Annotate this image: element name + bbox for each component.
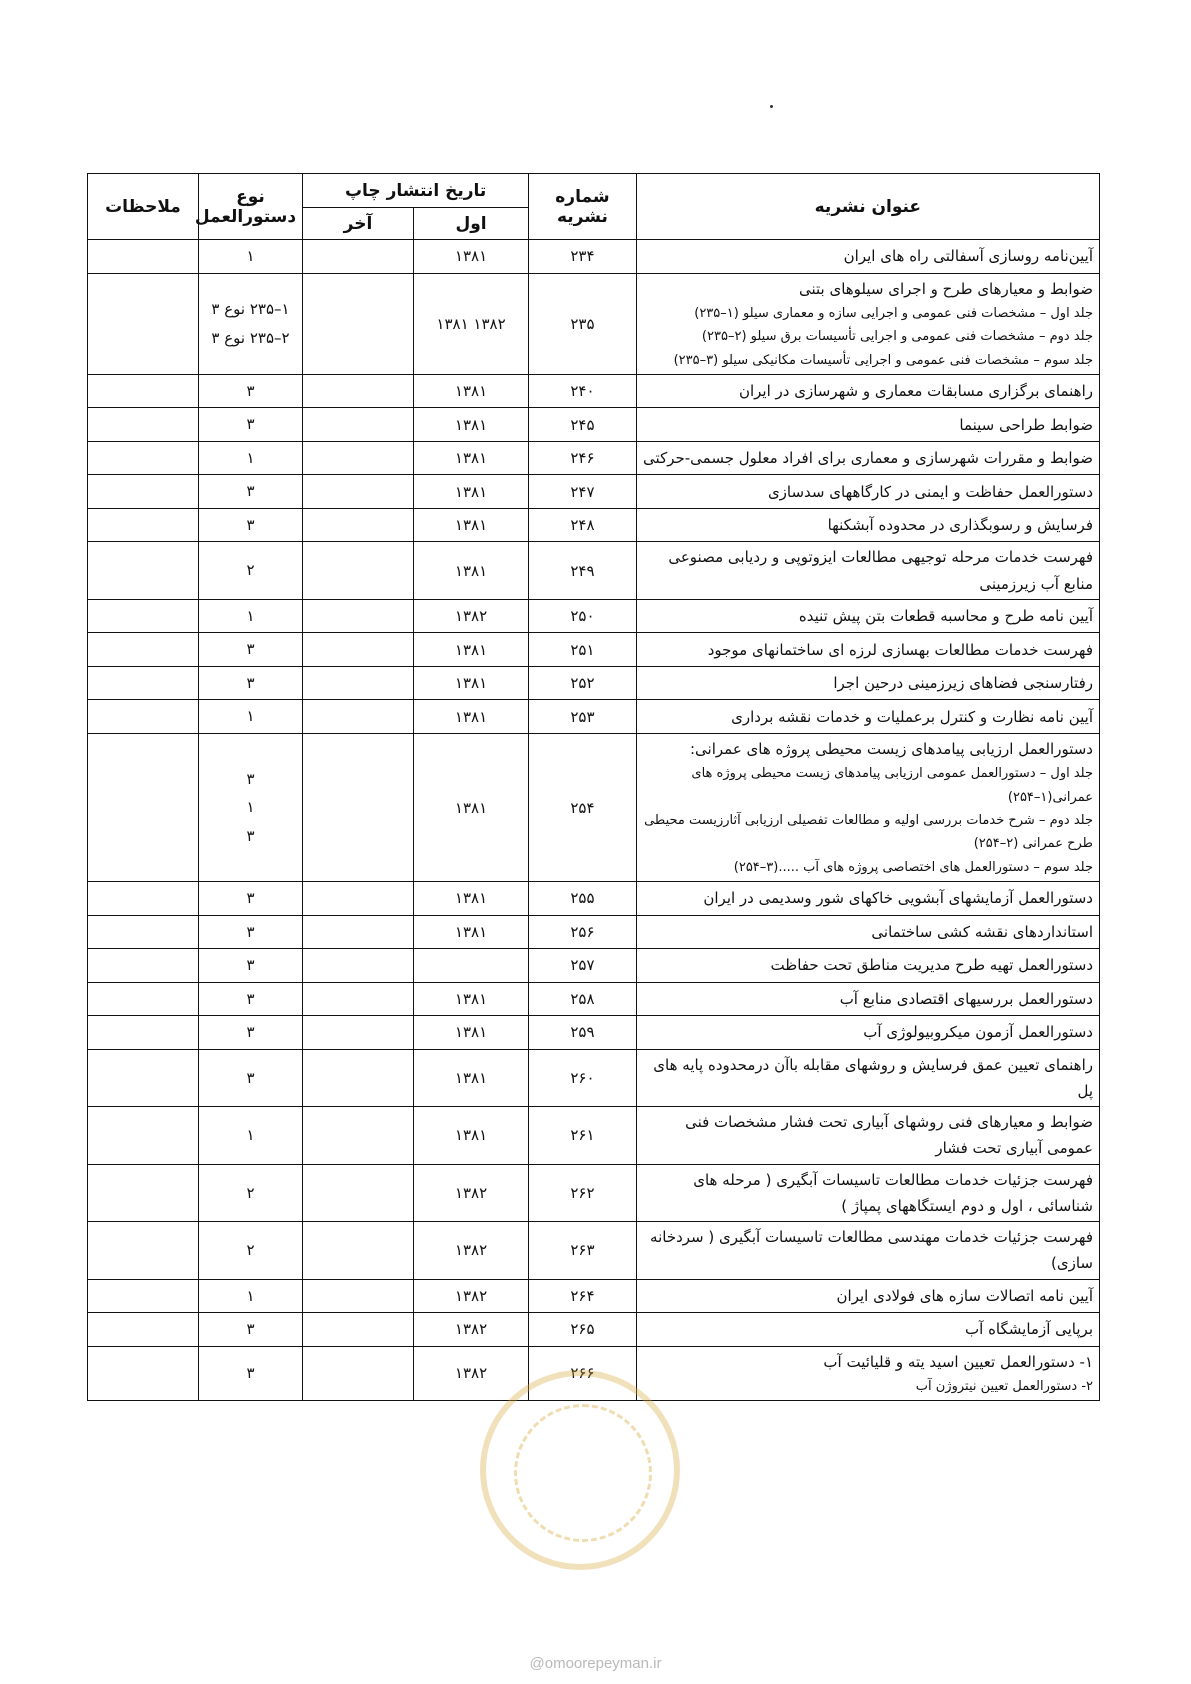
instruction-type (198, 1279, 302, 1313)
publication-title (636, 915, 1099, 949)
publication-title (636, 733, 1099, 881)
last-print-date (303, 1107, 414, 1165)
instruction-type (198, 1164, 302, 1222)
type-value: ۱ (246, 1286, 255, 1305)
instruction-type (198, 1222, 302, 1280)
type-value: ۱ (246, 707, 255, 726)
instruction-type (198, 508, 302, 542)
publication-title (636, 1164, 1099, 1222)
type-value: ۳ (246, 381, 255, 400)
type-value: ۳ (246, 922, 255, 941)
first-print-date: ۱۳۸۲ (413, 1313, 528, 1347)
last-print-date (303, 1164, 414, 1222)
publication-number: ۲۵۴ (529, 733, 637, 881)
type-value: ۱ (246, 798, 255, 817)
last-print-date (303, 633, 414, 667)
title-subline: جلد اول – دستورالعمل عمومی ارزیابی پیامدهای زیست محیطی پروژه های عمرانی(۱–۲۵۴) (691, 766, 1093, 805)
first-print-date: ۱۳۸۲ ۱۳۸۱ (413, 273, 528, 374)
type-value: ۲ (246, 1183, 255, 1202)
notes-cell (88, 240, 199, 274)
publication-number: ۲۵۹ (529, 1016, 637, 1050)
title-line: دستورالعمل حفاظت و ایمنی در کارگاههای سدسازی (767, 482, 1093, 501)
type-value: ۲ (246, 1241, 255, 1260)
first-print-date: ۱۳۸۲ (413, 1279, 528, 1313)
title-subline: جلد دوم – شرح خدمات بررسی اولیه و مطالعات تفصیلی ارزیابی آثارزیست محیطی طرح عمرانی (۲–۲۵۴) (644, 812, 1093, 852)
instruction-type (198, 882, 302, 916)
title-line: استانداردهای نقشه کشی ساختمانی (871, 922, 1093, 941)
publication-number: ۲۶۱ (529, 1107, 637, 1165)
notes-cell (88, 273, 199, 374)
publication-title (636, 240, 1099, 274)
last-print-date (303, 441, 414, 475)
instruction-type (198, 915, 302, 949)
type-value: ۱–۲۳۵ نوع ۳ (211, 300, 290, 319)
first-print-date: ۱۳۸۱ (413, 982, 528, 1016)
last-print-date (303, 700, 414, 734)
publication-title (636, 1049, 1099, 1107)
title-line: فهرست جزئیات خدمات مطالعات تاسیسات آبگیری ( مرحله های شناسائی ، اول و دوم ایستگاههای پمپاژ ) (693, 1170, 1093, 1215)
type-value: ۳ (246, 956, 255, 975)
type-value: ۲–۲۳۵ نوع ۳ (211, 328, 290, 347)
table-row (88, 542, 1100, 600)
first-print-date: ۱۳۸۲ (413, 599, 528, 633)
first-print-date: ۱۳۸۱ (413, 1107, 528, 1165)
instruction-type (198, 408, 302, 442)
last-print-date (303, 542, 414, 600)
table-row (88, 915, 1100, 949)
last-print-date (303, 882, 414, 916)
notes-cell (88, 1222, 199, 1280)
title-line: ۱- دستورالعمل تعیین اسید یته و قلیائیت آب (823, 1352, 1093, 1371)
publication-number: ۲۳۴ (529, 240, 637, 274)
first-print-date: ۱۳۸۱ (413, 374, 528, 408)
table-row (88, 508, 1100, 542)
type-value: ۳ (246, 640, 255, 659)
notes-cell (88, 733, 199, 881)
first-print-date: ۱۳۸۱ (413, 542, 528, 600)
table-row (88, 1346, 1100, 1401)
table-row (88, 949, 1100, 983)
table-row (88, 1164, 1100, 1222)
first-print-date (413, 949, 528, 983)
type-value: ۳ (246, 826, 255, 845)
title-line: آیین نامه طرح و محاسبه قطعات بتن پیش تنیده (798, 607, 1093, 626)
title-line: آیین نامه نظارت و کنترل برعملیات و خدمات نقشه برداری (731, 707, 1093, 726)
table-row (88, 374, 1100, 408)
publication-number: ۲۶۴ (529, 1279, 637, 1313)
header-first: اول (413, 208, 528, 240)
notes-cell (88, 882, 199, 916)
instruction-type (198, 1107, 302, 1165)
instruction-type (198, 1346, 302, 1401)
last-print-date (303, 240, 414, 274)
last-print-date (303, 733, 414, 881)
title-line: راهنمای برگزاری مسابقات معماری و شهرسازی در ایران (738, 382, 1093, 401)
instruction-type (198, 542, 302, 600)
publication-number: ۲۵۲ (529, 666, 637, 700)
last-print-date (303, 915, 414, 949)
first-print-date: ۱۳۸۱ (413, 240, 528, 274)
publication-title (636, 633, 1099, 667)
publication-number: ۲۶۵ (529, 1313, 637, 1347)
instruction-type (198, 273, 302, 374)
publication-number: ۲۵۵ (529, 882, 637, 916)
last-print-date (303, 475, 414, 509)
instruction-type (198, 1049, 302, 1107)
header-type: نوع دستورالعمل (198, 174, 302, 240)
notes-cell (88, 633, 199, 667)
table-row (88, 599, 1100, 633)
publication-number: ۲۵۳ (529, 700, 637, 734)
title-line: دستورالعمل آزمون میکروبیولوژی آب (863, 1023, 1093, 1042)
title-line: رفتارسنجی فضاهای زیرزمینی درحین اجرا (833, 674, 1093, 693)
title-line: فهرست خدمات مطالعات بهسازی لرزه ای ساختمانهای موجود (707, 640, 1093, 659)
first-print-date: ۱۳۸۱ (413, 408, 528, 442)
publication-number: ۲۶۶ (529, 1346, 637, 1401)
publication-number: ۲۴۸ (529, 508, 637, 542)
type-value: ۳ (246, 515, 255, 534)
notes-cell (88, 1346, 199, 1401)
first-print-date: ۱۳۸۱ (413, 1016, 528, 1050)
publication-number: ۲۵۶ (529, 915, 637, 949)
table-row (88, 475, 1100, 509)
title-line: آیین نامه اتصالات سازه های فولادی ایران (836, 1286, 1093, 1305)
table-body (88, 240, 1100, 1401)
publication-number: ۲۶۲ (529, 1164, 637, 1222)
notes-cell (88, 408, 199, 442)
title-line: ضوابط و معیارهای طرح و اجرای سیلوهای بتنی (798, 279, 1093, 298)
title-line: برپایی آزمایشگاه آب (965, 1320, 1093, 1339)
publication-title (636, 1107, 1099, 1165)
publication-title (636, 882, 1099, 916)
notes-cell (88, 949, 199, 983)
last-print-date (303, 408, 414, 442)
publication-number: ۲۳۵ (529, 273, 637, 374)
type-value: ۳ (246, 1023, 255, 1042)
publication-title (636, 982, 1099, 1016)
instruction-type (198, 700, 302, 734)
table-row (88, 666, 1100, 700)
publication-title (636, 1279, 1099, 1313)
watermark-text: @omoorepeyman.ir (529, 1655, 662, 1672)
publication-title (636, 508, 1099, 542)
title-line: راهنمای تعیین عمق فرسایش و روشهای مقابله باآن درمحدوده پایه های پل (653, 1055, 1093, 1100)
notes-cell (88, 1107, 199, 1165)
last-print-date (303, 273, 414, 374)
title-line: دستورالعمل بررسیهای اقتصادی منابع آب (839, 989, 1093, 1008)
publication-title (636, 1346, 1099, 1401)
instruction-type (198, 599, 302, 633)
last-print-date (303, 1346, 414, 1401)
publication-number: ۲۶۰ (529, 1049, 637, 1107)
last-print-date (303, 666, 414, 700)
first-print-date: ۱۳۸۲ (413, 1222, 528, 1280)
publication-number: ۲۴۹ (529, 542, 637, 600)
notes-cell (88, 374, 199, 408)
notes-cell (88, 1279, 199, 1313)
notes-cell (88, 666, 199, 700)
instruction-type (198, 1313, 302, 1347)
title-line: آیین‌نامه روسازی آسفالتی راه های ایران (843, 247, 1093, 266)
publication-number: ۲۵۱ (529, 633, 637, 667)
notes-cell (88, 542, 199, 600)
title-line: دستورالعمل آزمایشهای آبشویی خاکهای شور وسدیمی در ایران (703, 889, 1093, 908)
title-line: دستورالعمل تهیه طرح مدیریت مناطق تحت حفاظت (770, 956, 1093, 975)
instruction-type (198, 240, 302, 274)
last-print-date (303, 982, 414, 1016)
title-line: دستورالعمل ارزیابی پیامدهای زیست محیطی پروژه های عمرانی: (689, 739, 1093, 758)
last-print-date (303, 508, 414, 542)
notes-cell (88, 915, 199, 949)
table-row (88, 882, 1100, 916)
header-number: شماره نشریه (529, 174, 637, 240)
publication-number: ۲۵۸ (529, 982, 637, 1016)
title-line: ضوابط و معیارهای فنی روشهای آبیاری تحت فشار مشخصات فنی عمومی آبیاری تحت فشار (685, 1113, 1093, 1158)
table-row (88, 240, 1100, 274)
instruction-type (198, 1016, 302, 1050)
header-notes: ملاحظات (88, 174, 199, 240)
publication-title (636, 666, 1099, 700)
notes-cell (88, 1164, 199, 1222)
title-line: فهرست جزئیات خدمات مهندسی مطالعات تاسیسات آبگیری ( سردخانه سازی) (650, 1228, 1093, 1273)
publication-number: ۲۶۳ (529, 1222, 637, 1280)
header-title: عنوان نشریه (636, 174, 1099, 240)
type-value: ۲ (246, 561, 255, 580)
last-print-date (303, 1313, 414, 1347)
title-subline: جلد سوم – دستورالعمل های اختصاصی پروژه های آب .....(۳–۲۵۴) (733, 859, 1093, 875)
table-row (88, 408, 1100, 442)
title-line: فرسایش و رسوبگذاری در محدوده آبشکنها (827, 516, 1093, 535)
table-row (88, 1222, 1100, 1280)
title-subline: جلد دوم – مشخصات فنی عمومی و اجرایی تأسیسات برق سیلو (۲–۲۳۵) (701, 329, 1093, 345)
type-value: ۳ (246, 769, 255, 788)
title-subline: جلد سوم – مشخصات فنی عمومی و اجرایی تأسیسات مکانیکی سیلو (۳–۲۳۵) (673, 352, 1093, 368)
table-row (88, 1279, 1100, 1313)
title-subline: جلد اول – مشخصات فنی عمومی و اجرایی سازه و معماری سیلو (۱–۲۳۵) (694, 305, 1093, 321)
publication-title (636, 542, 1099, 600)
first-print-date: ۱۳۸۱ (413, 733, 528, 881)
type-value: ۱ (246, 448, 255, 467)
title-line: فهرست خدمات مرحله توجیهی مطالعات ایزوتوپی و ردیابی مصنوعی منابع آب زیرزمینی (668, 548, 1093, 593)
table-row (88, 1016, 1100, 1050)
notes-cell (88, 475, 199, 509)
table-row (88, 733, 1100, 881)
instruction-type (198, 475, 302, 509)
publication-title (636, 441, 1099, 475)
notes-cell (88, 599, 199, 633)
first-print-date: ۱۳۸۱ (413, 475, 528, 509)
notes-cell (88, 441, 199, 475)
type-value: ۳ (246, 415, 255, 434)
notes-cell (88, 1313, 199, 1347)
first-print-date: ۱۳۸۱ (413, 633, 528, 667)
publication-number: ۲۴۰ (529, 374, 637, 408)
instruction-type (198, 733, 302, 881)
instruction-type (198, 949, 302, 983)
title-line: ضوابط طراحی سینما (959, 415, 1093, 434)
type-value: ۳ (246, 889, 255, 908)
publication-title (636, 374, 1099, 408)
type-value: ۱ (246, 1126, 255, 1145)
publication-number: ۲۵۷ (529, 949, 637, 983)
instruction-type (198, 982, 302, 1016)
publication-title (636, 475, 1099, 509)
type-value: ۳ (246, 1320, 255, 1339)
first-print-date: ۱۳۸۲ (413, 1164, 528, 1222)
type-value: ۳ (246, 989, 255, 1008)
table-row (88, 273, 1100, 374)
first-print-date: ۱۳۸۱ (413, 700, 528, 734)
publication-number: ۲۴۶ (529, 441, 637, 475)
first-print-date: ۱۳۸۱ (413, 915, 528, 949)
instruction-type (198, 441, 302, 475)
type-value: ۳ (246, 1364, 255, 1383)
notes-cell (88, 508, 199, 542)
table-row (88, 700, 1100, 734)
publication-title (636, 599, 1099, 633)
first-print-date: ۱۳۸۱ (413, 441, 528, 475)
instruction-type (198, 374, 302, 408)
type-value: ۳ (246, 673, 255, 692)
last-print-date (303, 1222, 414, 1280)
speck (770, 105, 773, 108)
title-line: ضوابط و مقررات شهرسازی و معماری برای افراد معلول جسمی-حرکتی (643, 449, 1093, 468)
table-row (88, 633, 1100, 667)
first-print-date: ۱۳۸۱ (413, 508, 528, 542)
publication-number: ۲۴۵ (529, 408, 637, 442)
table-row (88, 1107, 1100, 1165)
publication-title (636, 1313, 1099, 1347)
notes-cell (88, 982, 199, 1016)
last-print-date (303, 599, 414, 633)
publication-title (636, 949, 1099, 983)
notes-cell (88, 1049, 199, 1107)
header-date-group: تاریخ انتشار چاپ (303, 174, 529, 208)
last-print-date (303, 1279, 414, 1313)
header-last: آخر (303, 208, 414, 240)
publication-title (636, 408, 1099, 442)
instruction-type (198, 666, 302, 700)
publication-title (636, 700, 1099, 734)
title-subline: ۲- دستورالعمل تعیین نیتروژن آب (915, 1378, 1093, 1394)
last-print-date (303, 374, 414, 408)
table-row (88, 1313, 1100, 1347)
publication-number: ۲۵۰ (529, 599, 637, 633)
first-print-date: ۱۳۸۱ (413, 1049, 528, 1107)
type-value: ۳ (246, 482, 255, 501)
publication-number: ۲۴۷ (529, 475, 637, 509)
last-print-date (303, 949, 414, 983)
first-print-date: ۱۳۸۲ (413, 1346, 528, 1401)
table-row (88, 441, 1100, 475)
publication-title (636, 273, 1099, 374)
publication-title (636, 1016, 1099, 1050)
last-print-date (303, 1016, 414, 1050)
table-row (88, 982, 1100, 1016)
publication-title (636, 1222, 1099, 1280)
instruction-type (198, 633, 302, 667)
last-print-date (303, 1049, 414, 1107)
type-value: ۳ (246, 1068, 255, 1087)
first-print-date: ۱۳۸۱ (413, 666, 528, 700)
notes-cell (88, 700, 199, 734)
table-row (88, 1049, 1100, 1107)
type-value: ۱ (246, 247, 255, 265)
publications-table (87, 173, 1100, 1401)
first-print-date: ۱۳۸۱ (413, 882, 528, 916)
notes-cell (88, 1016, 199, 1050)
type-value: ۱ (246, 606, 255, 625)
